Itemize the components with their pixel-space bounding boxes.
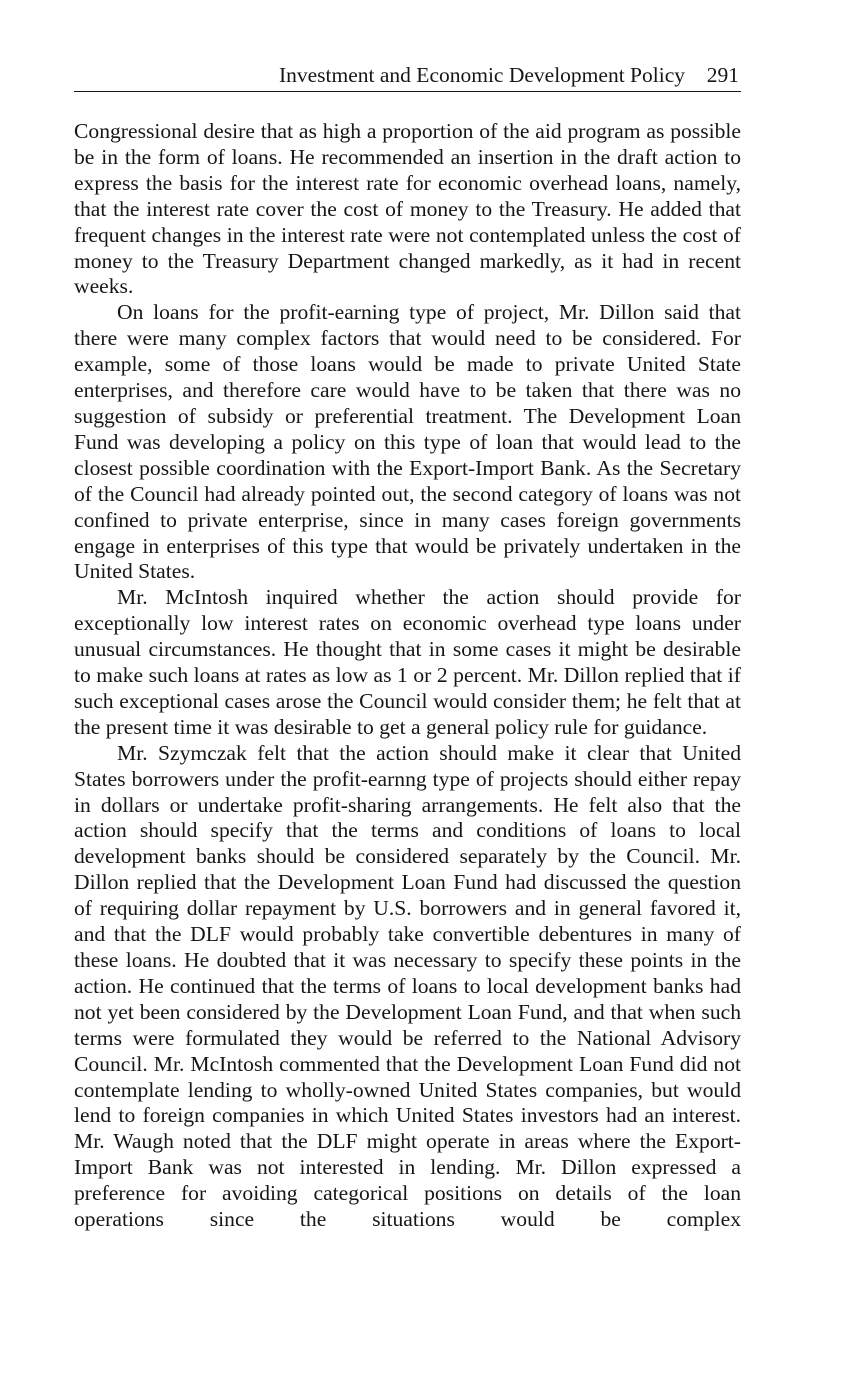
paragraph-3: Mr. McIntosh inquired whether the action should provide for exceptionally low interest rates on economic overhead type loans under unusual circumstances. He thought that in some cases it might be desirable to make such loans at rates as low as 1 or 2 percent. Mr. Dillon replied that if such exceptional cases arose the Council would consider them; he felt that at the present time it was desirable to get a general policy rule for guidance. [74,585,741,739]
running-header [74,60,741,92]
paragraph-4: Mr. Szymczak felt that the action should make it clear that United States borrowers under the profit-earnng type of projects should either repay in dollars or undertake profit-sharing arrangements. He felt also that the action should specify that the terms and conditions of loans to local development banks should be considered separately by the Council. Mr. Dillon replied that the Development Loan Fund had discussed the question of requiring dollar repayment by U.S. borrowers and in general favored it, and that the DLF would probably take convertible debentures in many of these loans. He doubted that it was necessary to specify these points in the action. He continued that the terms of loans to local development banks had not yet been considered by the Development Loan Fund, and that when such terms were formulated they would be referred to the National Advisory Council. Mr. McIntosh commented that the Development Loan Fund did not contemplate lending to wholly-owned United States companies, but would lend to foreign companies in which United States investors had an interest. Mr. Waugh noted that the DLF might operate in areas where the Export-Import Bank was not interested in lending. Mr. Dillon expressed a preference for avoiding categorical positions on details of the loan operations since the situations would be complex [74,740,741,1232]
document-page [74,60,741,1233]
page-number: 291 [706,63,739,87]
body-text [74,119,741,1233]
running-title: Investment and Economic Development Policy [278,63,685,87]
paragraph-2: On loans for the profit-earning type of project, Mr. Dillon said that there were many complex factors that would need to be considered. For example, some of those loans would be made to private United State enterprises, and therefore care would have to be taken that there was no suggestion of subsidy or preferential treatment. The Development Loan Fund was developing a policy on this type of loan that would lead to the closest possible coordination with the Export-Import Bank. As the Secretary of the Council had already pointed out, the second category of loans was not confined to private enterprise, since in many cases foreign governments engage in enterprises of this type that would be privately undertaken in the United States. [74,300,741,584]
paragraph-1: Congressional desire that as high a proportion of the aid program as possible be in the form of loans. He recommended an insertion in the draft action to express the basis for the interest rate for economic overhead loans, namely, that the interest rate cover the cost of money to the Treasury. He added that frequent changes in the interest rate were not contemplated unless the cost of money to the Treasury Department changed markedly, as it had in recent weeks. [74,119,741,299]
